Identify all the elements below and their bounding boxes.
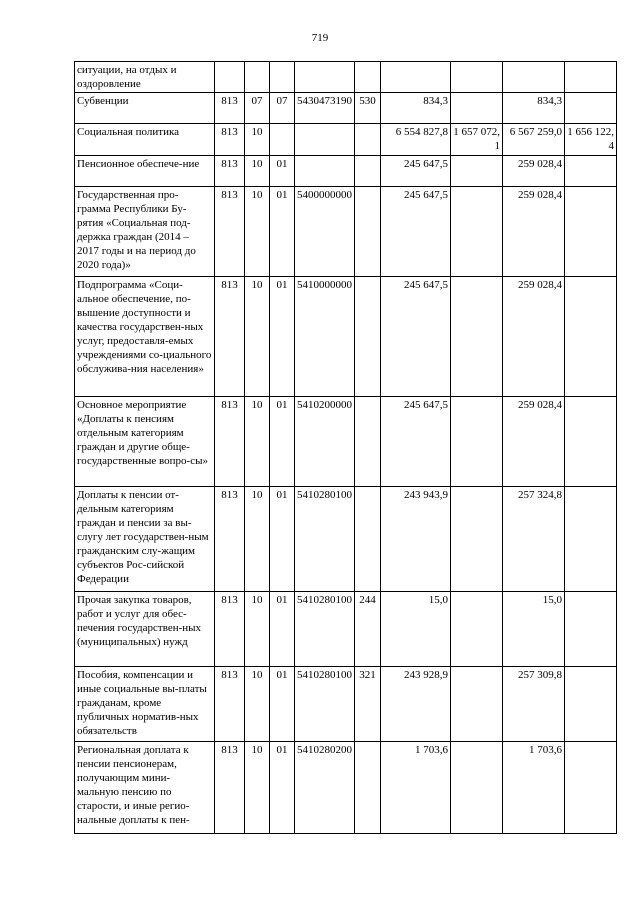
- cell-pr: [270, 124, 295, 156]
- row-name: ситуации, на отдых и оздоровление: [75, 62, 215, 93]
- row-name: Прочая закупка товаров, работ и услуг для обес-печения государствен-ных (муниципальных) нужд: [75, 592, 215, 667]
- cell-pr: [270, 62, 295, 93]
- cell-s3: [503, 62, 565, 93]
- row-name: Доплаты к пенсии от-дельным категориям граждан и пенсии за вы-слугу лет государствен-ным гражданским слу-жащим субъектов Рос-сийской Федерации: [75, 487, 215, 592]
- cell-s4: [565, 487, 617, 592]
- cell-csr: [295, 156, 355, 187]
- cell-s4: [565, 62, 617, 93]
- cell-s2: [451, 187, 503, 277]
- cell-s4: [565, 277, 617, 397]
- cell-gr: 813: [215, 124, 245, 156]
- cell-pr: 07: [270, 93, 295, 124]
- table-row: [75, 156, 617, 187]
- cell-rz: 10: [245, 667, 270, 742]
- table-row: [75, 487, 617, 592]
- cell-s3: 259 028,4: [503, 277, 565, 397]
- table-row: [75, 742, 617, 834]
- cell-pr: 01: [270, 187, 295, 277]
- cell-vr: [355, 487, 381, 592]
- row-name: Подпрограмма «Соци-альное обеспечение, по-вышение доступности и качества государствен-ных услуг, предоставля-емых учреждениями со-циального обслужива-ния населения»: [75, 277, 215, 397]
- cell-s1: 245 647,5: [381, 156, 451, 187]
- cell-s1: 245 647,5: [381, 277, 451, 397]
- row-name: Пенсионное обеспече-ние: [75, 156, 215, 187]
- cell-csr: [295, 62, 355, 93]
- cell-rz: 07: [245, 93, 270, 124]
- cell-vr: [355, 124, 381, 156]
- row-name: Пособия, компенсации и иные социальные вы-платы гражданам, кроме публичных норматив-ных обязательств: [75, 667, 215, 742]
- cell-s1: 834,3: [381, 93, 451, 124]
- cell-rz: 10: [245, 397, 270, 487]
- cell-rz: 10: [245, 742, 270, 834]
- cell-rz: 10: [245, 124, 270, 156]
- budget-table: [74, 61, 617, 834]
- cell-s1: 6 554 827,8: [381, 124, 451, 156]
- cell-gr: 813: [215, 592, 245, 667]
- cell-vr: [355, 187, 381, 277]
- cell-s3: 834,3: [503, 93, 565, 124]
- cell-s3: 259 028,4: [503, 187, 565, 277]
- cell-gr: [215, 62, 245, 93]
- cell-gr: 813: [215, 187, 245, 277]
- cell-s1: 245 647,5: [381, 397, 451, 487]
- page-number: 719: [311, 32, 329, 44]
- cell-s3: 257 324,8: [503, 487, 565, 592]
- cell-pr: 01: [270, 487, 295, 592]
- cell-gr: 813: [215, 397, 245, 487]
- cell-pr: 01: [270, 592, 295, 667]
- table-row: [75, 62, 617, 93]
- cell-vr: [355, 277, 381, 397]
- cell-csr: 5410000000: [295, 277, 355, 397]
- cell-vr: 321: [355, 667, 381, 742]
- table-row: [75, 592, 617, 667]
- cell-s1: 1 703,6: [381, 742, 451, 834]
- cell-s1: 243 943,9: [381, 487, 451, 592]
- cell-vr: [355, 742, 381, 834]
- cell-s1: 15,0: [381, 592, 451, 667]
- cell-gr: 813: [215, 487, 245, 592]
- cell-csr: 5410280100: [295, 592, 355, 667]
- cell-rz: 10: [245, 187, 270, 277]
- cell-s3: 257 309,8: [503, 667, 565, 742]
- cell-s1: [381, 62, 451, 93]
- cell-s2: [451, 156, 503, 187]
- cell-rz: 10: [245, 156, 270, 187]
- cell-rz: [245, 62, 270, 93]
- table-row: [75, 667, 617, 742]
- cell-s4: [565, 592, 617, 667]
- row-name: Государственная про-грамма Республики Бу-рятия «Социальная под-держка граждан (2014 – 2017 годы и на период до 2020 года)»: [75, 187, 215, 277]
- cell-s2: [451, 397, 503, 487]
- cell-csr: 5400000000: [295, 187, 355, 277]
- cell-csr: 5430473190: [295, 93, 355, 124]
- cell-s4: 1 656 122,4: [565, 124, 617, 156]
- cell-gr: 813: [215, 667, 245, 742]
- table-row: [75, 93, 617, 124]
- cell-gr: 813: [215, 93, 245, 124]
- cell-s3: 259 028,4: [503, 397, 565, 487]
- cell-s3: 15,0: [503, 592, 565, 667]
- cell-csr: 5410200000: [295, 397, 355, 487]
- cell-s2: [451, 93, 503, 124]
- cell-s2: [451, 667, 503, 742]
- cell-s3: 6 567 259,0: [503, 124, 565, 156]
- cell-s2: [451, 277, 503, 397]
- cell-s4: [565, 742, 617, 834]
- cell-s2: 1 657 072,1: [451, 124, 503, 156]
- cell-s4: [565, 187, 617, 277]
- cell-s4: [565, 93, 617, 124]
- row-name: Основное мероприятие «Доплаты к пенсиям отдельным категориям граждан и другие обще-государственные вопро-сы»: [75, 397, 215, 487]
- cell-rz: 10: [245, 487, 270, 592]
- cell-pr: 01: [270, 397, 295, 487]
- cell-s4: [565, 667, 617, 742]
- cell-gr: 813: [215, 156, 245, 187]
- row-name: Региональная доплата к пенсии пенсионерам, получающим мини-мальную пенсию по старости, и иные регио-нальные доплаты к пен-: [75, 742, 215, 834]
- cell-gr: 813: [215, 742, 245, 834]
- cell-vr: 244: [355, 592, 381, 667]
- cell-csr: 5410280100: [295, 667, 355, 742]
- cell-csr: 5410280200: [295, 742, 355, 834]
- row-name: Социальная политика: [75, 124, 215, 156]
- cell-gr: 813: [215, 277, 245, 397]
- cell-rz: 10: [245, 277, 270, 397]
- cell-s2: [451, 62, 503, 93]
- table-row: [75, 187, 617, 277]
- table-row: [75, 277, 617, 397]
- table-row: [75, 124, 617, 156]
- cell-s2: [451, 487, 503, 592]
- cell-csr: 5410280100: [295, 487, 355, 592]
- cell-pr: 01: [270, 667, 295, 742]
- cell-vr: [355, 397, 381, 487]
- cell-s3: 259 028,4: [503, 156, 565, 187]
- cell-pr: 01: [270, 156, 295, 187]
- cell-s2: [451, 742, 503, 834]
- cell-pr: 01: [270, 742, 295, 834]
- cell-pr: 01: [270, 277, 295, 397]
- cell-csr: [295, 124, 355, 156]
- table-row: [75, 397, 617, 487]
- cell-rz: 10: [245, 592, 270, 667]
- cell-s3: 1 703,6: [503, 742, 565, 834]
- cell-s4: [565, 156, 617, 187]
- cell-s2: [451, 592, 503, 667]
- cell-s1: 243 928,9: [381, 667, 451, 742]
- cell-s1: 245 647,5: [381, 187, 451, 277]
- cell-vr: 530: [355, 93, 381, 124]
- cell-vr: [355, 156, 381, 187]
- row-name: Субвенции: [75, 93, 215, 124]
- cell-vr: [355, 62, 381, 93]
- cell-s4: [565, 397, 617, 487]
